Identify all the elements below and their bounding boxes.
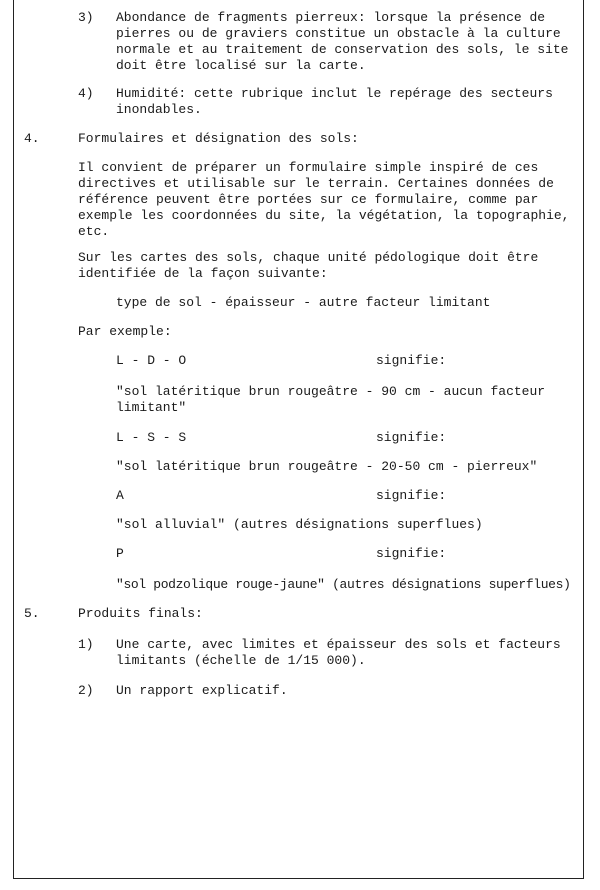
item-3-line-1: Abondance de fragments pierreux: lorsque la présence de bbox=[116, 10, 546, 25]
example-2-meaning-1: "sol latéritique brun rougeâtre - 20-50 cm - pierreux" bbox=[116, 459, 538, 474]
para-1-line-2: directives et utilisable sur le terrain. Certaines données de bbox=[78, 176, 554, 191]
example-4-verb: signifie: bbox=[376, 546, 447, 561]
example-1-meaning-1: "sol latéritique brun rougeâtre - 90 cm - aucun facteur bbox=[116, 384, 546, 399]
example-2-code: L - S - S bbox=[116, 430, 187, 445]
product-1-line-1: Une carte, avec limites et épaisseur des sols et facteurs bbox=[116, 637, 561, 652]
section-5-heading: Produits finals: bbox=[78, 606, 203, 621]
designation-pattern: type de sol - épaisseur - autre facteur limitant bbox=[116, 295, 491, 310]
para-1-line-5: etc. bbox=[78, 224, 110, 239]
para-2-line-1: Sur les cartes des sols, chaque unité pédologique doit être bbox=[78, 250, 539, 265]
item-4-line-2: inondables. bbox=[116, 102, 202, 117]
item-3-number: 3) bbox=[78, 10, 94, 25]
product-2-number: 2) bbox=[78, 683, 94, 698]
example-4-meaning-1: "sol podzolique rouge-jaune" (autres désignations superflues) bbox=[116, 577, 571, 592]
para-1-line-1: Il convient de préparer un formulaire simple inspiré de ces bbox=[78, 160, 539, 175]
item-3-line-3: normale et au traitement de conservation des sols, le site bbox=[116, 42, 569, 57]
item-4-line-1: Humidité: cette rubrique inclut le repérage des secteurs bbox=[116, 86, 553, 101]
example-2-verb: signifie: bbox=[376, 430, 447, 445]
product-2-line-1: Un rapport explicatif. bbox=[116, 683, 288, 698]
example-3-meaning-1: "sol alluvial" (autres désignations superflues) bbox=[116, 517, 483, 532]
example-1-verb: signifie: bbox=[376, 353, 447, 368]
para-1-line-4: exemple les coordonnées du site, la végétation, la topographie, bbox=[78, 208, 570, 223]
para-2-line-2: identifiée de la façon suivante: bbox=[78, 266, 328, 281]
example-intro: Par exemple: bbox=[78, 324, 172, 339]
example-1-code: L - D - O bbox=[116, 353, 187, 368]
product-1-number: 1) bbox=[78, 637, 94, 652]
para-1-line-3: référence peuvent être portées sur ce formulaire, comme par bbox=[78, 192, 539, 207]
item-3-line-4: doit être localisé sur la carte. bbox=[116, 58, 366, 73]
item-3-line-2: pierres ou de graviers constitue un obstacle à la culture bbox=[116, 26, 561, 41]
section-4-number: 4. bbox=[24, 131, 40, 146]
example-1-meaning-2: limitant" bbox=[116, 400, 187, 415]
product-1-line-2: limitants (échelle de 1/15 000). bbox=[116, 653, 366, 668]
section-5-number: 5. bbox=[24, 606, 40, 621]
example-4-code: P bbox=[116, 546, 124, 561]
example-3-code: A bbox=[116, 488, 124, 503]
item-4-number: 4) bbox=[78, 86, 94, 101]
example-3-verb: signifie: bbox=[376, 488, 447, 503]
section-4-heading: Formulaires et désignation des sols: bbox=[78, 131, 359, 146]
